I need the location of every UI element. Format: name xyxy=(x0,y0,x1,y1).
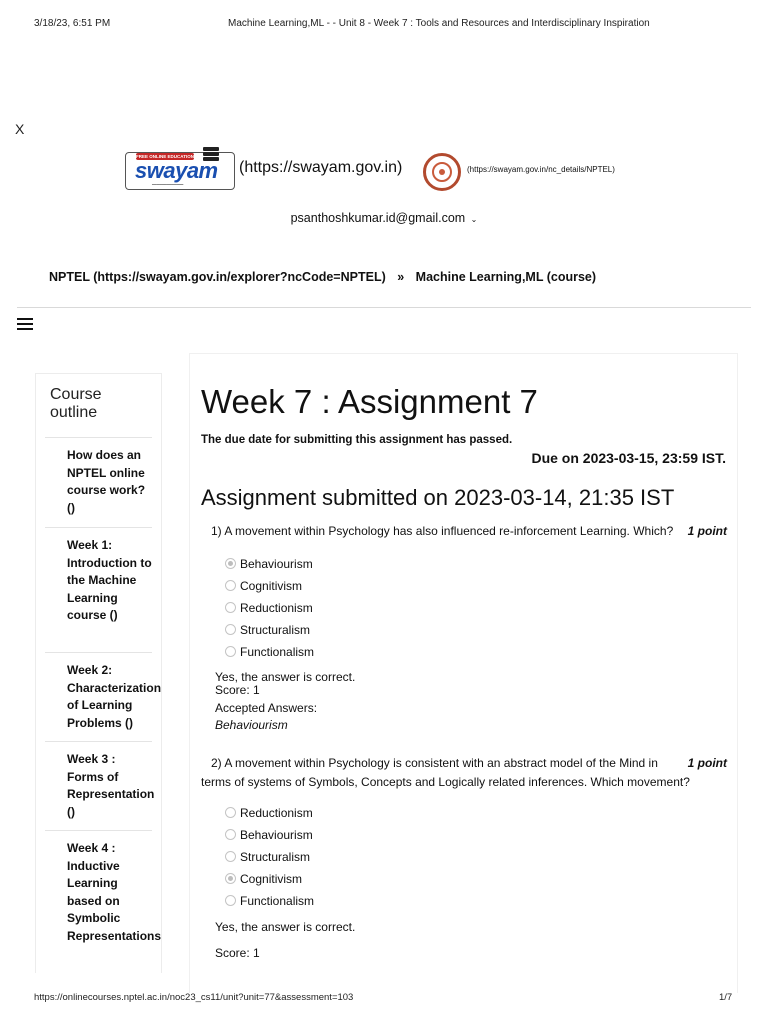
assignment-panel xyxy=(189,353,738,993)
breadcrumb-nptel-link[interactable]: NPTEL (https://swayam.gov.in/explorer?ncCode=NPTEL) xyxy=(49,270,386,284)
question-2-text-cont: terms of systems of Symbols, Concepts and Logically related inferences. Which movement? xyxy=(201,775,690,789)
q2-option-label: Behaviourism xyxy=(240,828,313,842)
q2-option[interactable] xyxy=(225,806,313,820)
swayam-wordmark: swayam xyxy=(135,158,218,183)
q1-option[interactable] xyxy=(225,557,313,571)
q1-option[interactable] xyxy=(225,623,310,637)
radio-icon[interactable] xyxy=(225,624,236,635)
radio-icon[interactable] xyxy=(225,873,236,884)
nptel-logo-center xyxy=(439,169,445,175)
q1-option[interactable] xyxy=(225,601,313,615)
q2-option[interactable] xyxy=(225,894,314,908)
q1-option-label: Reductionism xyxy=(240,601,313,615)
print-datetime: 3/18/23, 6:51 PM xyxy=(34,18,111,29)
user-email: psanthoshkumar.id@gmail.com xyxy=(290,211,466,225)
q1-option-label: Cognitivism xyxy=(240,579,303,593)
q2-option-label: Reductionism xyxy=(240,806,313,820)
swayam-link[interactable]: (https://swayam.gov.in) xyxy=(239,159,403,176)
radio-icon[interactable] xyxy=(225,646,236,657)
due-date: Due on 2023-03-15, 23:59 IST. xyxy=(531,450,726,466)
breadcrumb-separator: » xyxy=(397,270,405,284)
print-title: Machine Learning,ML - - Unit 8 - Week 7 : Tools and Resources and Interdisciplinary Inspiration xyxy=(228,18,650,29)
q2-option[interactable] xyxy=(225,850,310,864)
radio-icon[interactable] xyxy=(225,851,236,862)
q2-option-label: Structuralism xyxy=(240,850,311,864)
q2-option-label: Functionalism xyxy=(240,894,315,908)
due-passed-notice: The due date for submitting this assignment has passed. xyxy=(201,434,513,446)
swayam-tagline: FREE ONLINE EDUCATION xyxy=(136,154,194,159)
q2-score: Score: 1 xyxy=(215,946,260,960)
chevron-down-icon: ⌄ xyxy=(470,215,478,224)
swayam-logo[interactable] xyxy=(125,152,235,190)
q2-feedback: Yes, the answer is correct. xyxy=(215,920,356,934)
radio-icon[interactable] xyxy=(225,558,236,569)
swayam-subline: ━━━━━━━━━━━━━ xyxy=(152,182,184,187)
radio-icon[interactable] xyxy=(225,829,236,840)
q1-option-label: Functionalism xyxy=(240,645,315,659)
q1-accepted-answer: Behaviourism xyxy=(215,718,288,732)
q1-option-label: Structuralism xyxy=(240,623,311,637)
breadcrumb xyxy=(49,270,596,284)
outline-item-week-2[interactable]: Week 2: Characterization of Learning Problems () xyxy=(45,652,152,741)
question-2-points: 1 point xyxy=(687,756,727,770)
q1-option[interactable] xyxy=(225,579,302,593)
course-outline-title: Course outline xyxy=(50,386,102,421)
close-button[interactable]: X xyxy=(15,121,25,137)
course-outline xyxy=(35,373,162,973)
outline-item-week-4[interactable]: Week 4 : Inductive Learning based on Symbolic Representations xyxy=(45,830,152,970)
radio-icon[interactable] xyxy=(225,895,236,906)
q2-option-label: Cognitivism xyxy=(240,872,303,886)
question-1-text: 1) A movement within Psychology has also influenced re-inforcement Learning. Which? xyxy=(211,524,674,538)
menu-icon[interactable] xyxy=(17,318,33,331)
print-url: https://onlinecourses.nptel.ac.in/noc23_cs11/unit?unit=77&assessment=103 xyxy=(34,992,354,1003)
print-page-number: 1/7 xyxy=(719,992,733,1003)
radio-icon[interactable] xyxy=(225,807,236,818)
radio-icon[interactable] xyxy=(225,580,236,591)
user-menu[interactable] xyxy=(0,211,768,225)
q1-feedback: Yes, the answer is correct. xyxy=(215,670,356,684)
page-title: Week 7 : Assignment 7 xyxy=(201,383,538,420)
nptel-logo[interactable] xyxy=(423,153,461,191)
outline-item-nptel-intro[interactable]: How does an NPTEL online course work? () xyxy=(45,437,152,527)
radio-icon[interactable] xyxy=(225,602,236,613)
question-1-points: 1 point xyxy=(687,524,727,538)
question-2-text: 2) A movement within Psychology is consistent with an abstract model of the Mind in xyxy=(211,756,658,770)
outline-item-week-3[interactable]: Week 3 : Forms of Representation () xyxy=(45,741,152,830)
divider xyxy=(17,307,751,308)
q1-score: Score: 1 xyxy=(215,683,260,697)
q2-option[interactable] xyxy=(225,872,302,886)
breadcrumb-course-link[interactable]: Machine Learning,ML (course) xyxy=(415,270,597,284)
q2-option[interactable] xyxy=(225,828,313,842)
q1-accepted-label: Accepted Answers: xyxy=(215,701,318,715)
q1-option-label: Behaviourism xyxy=(240,557,313,571)
nptel-link[interactable]: (https://swayam.gov.in/nc_details/NPTEL) xyxy=(467,165,615,174)
submission-status: Assignment submitted on 2023-03-14, 21:35 IST xyxy=(201,485,675,510)
outline-item-week-1[interactable]: Week 1: Introduction to the Machine Learning course () xyxy=(45,527,152,652)
q1-option[interactable] xyxy=(225,645,314,659)
